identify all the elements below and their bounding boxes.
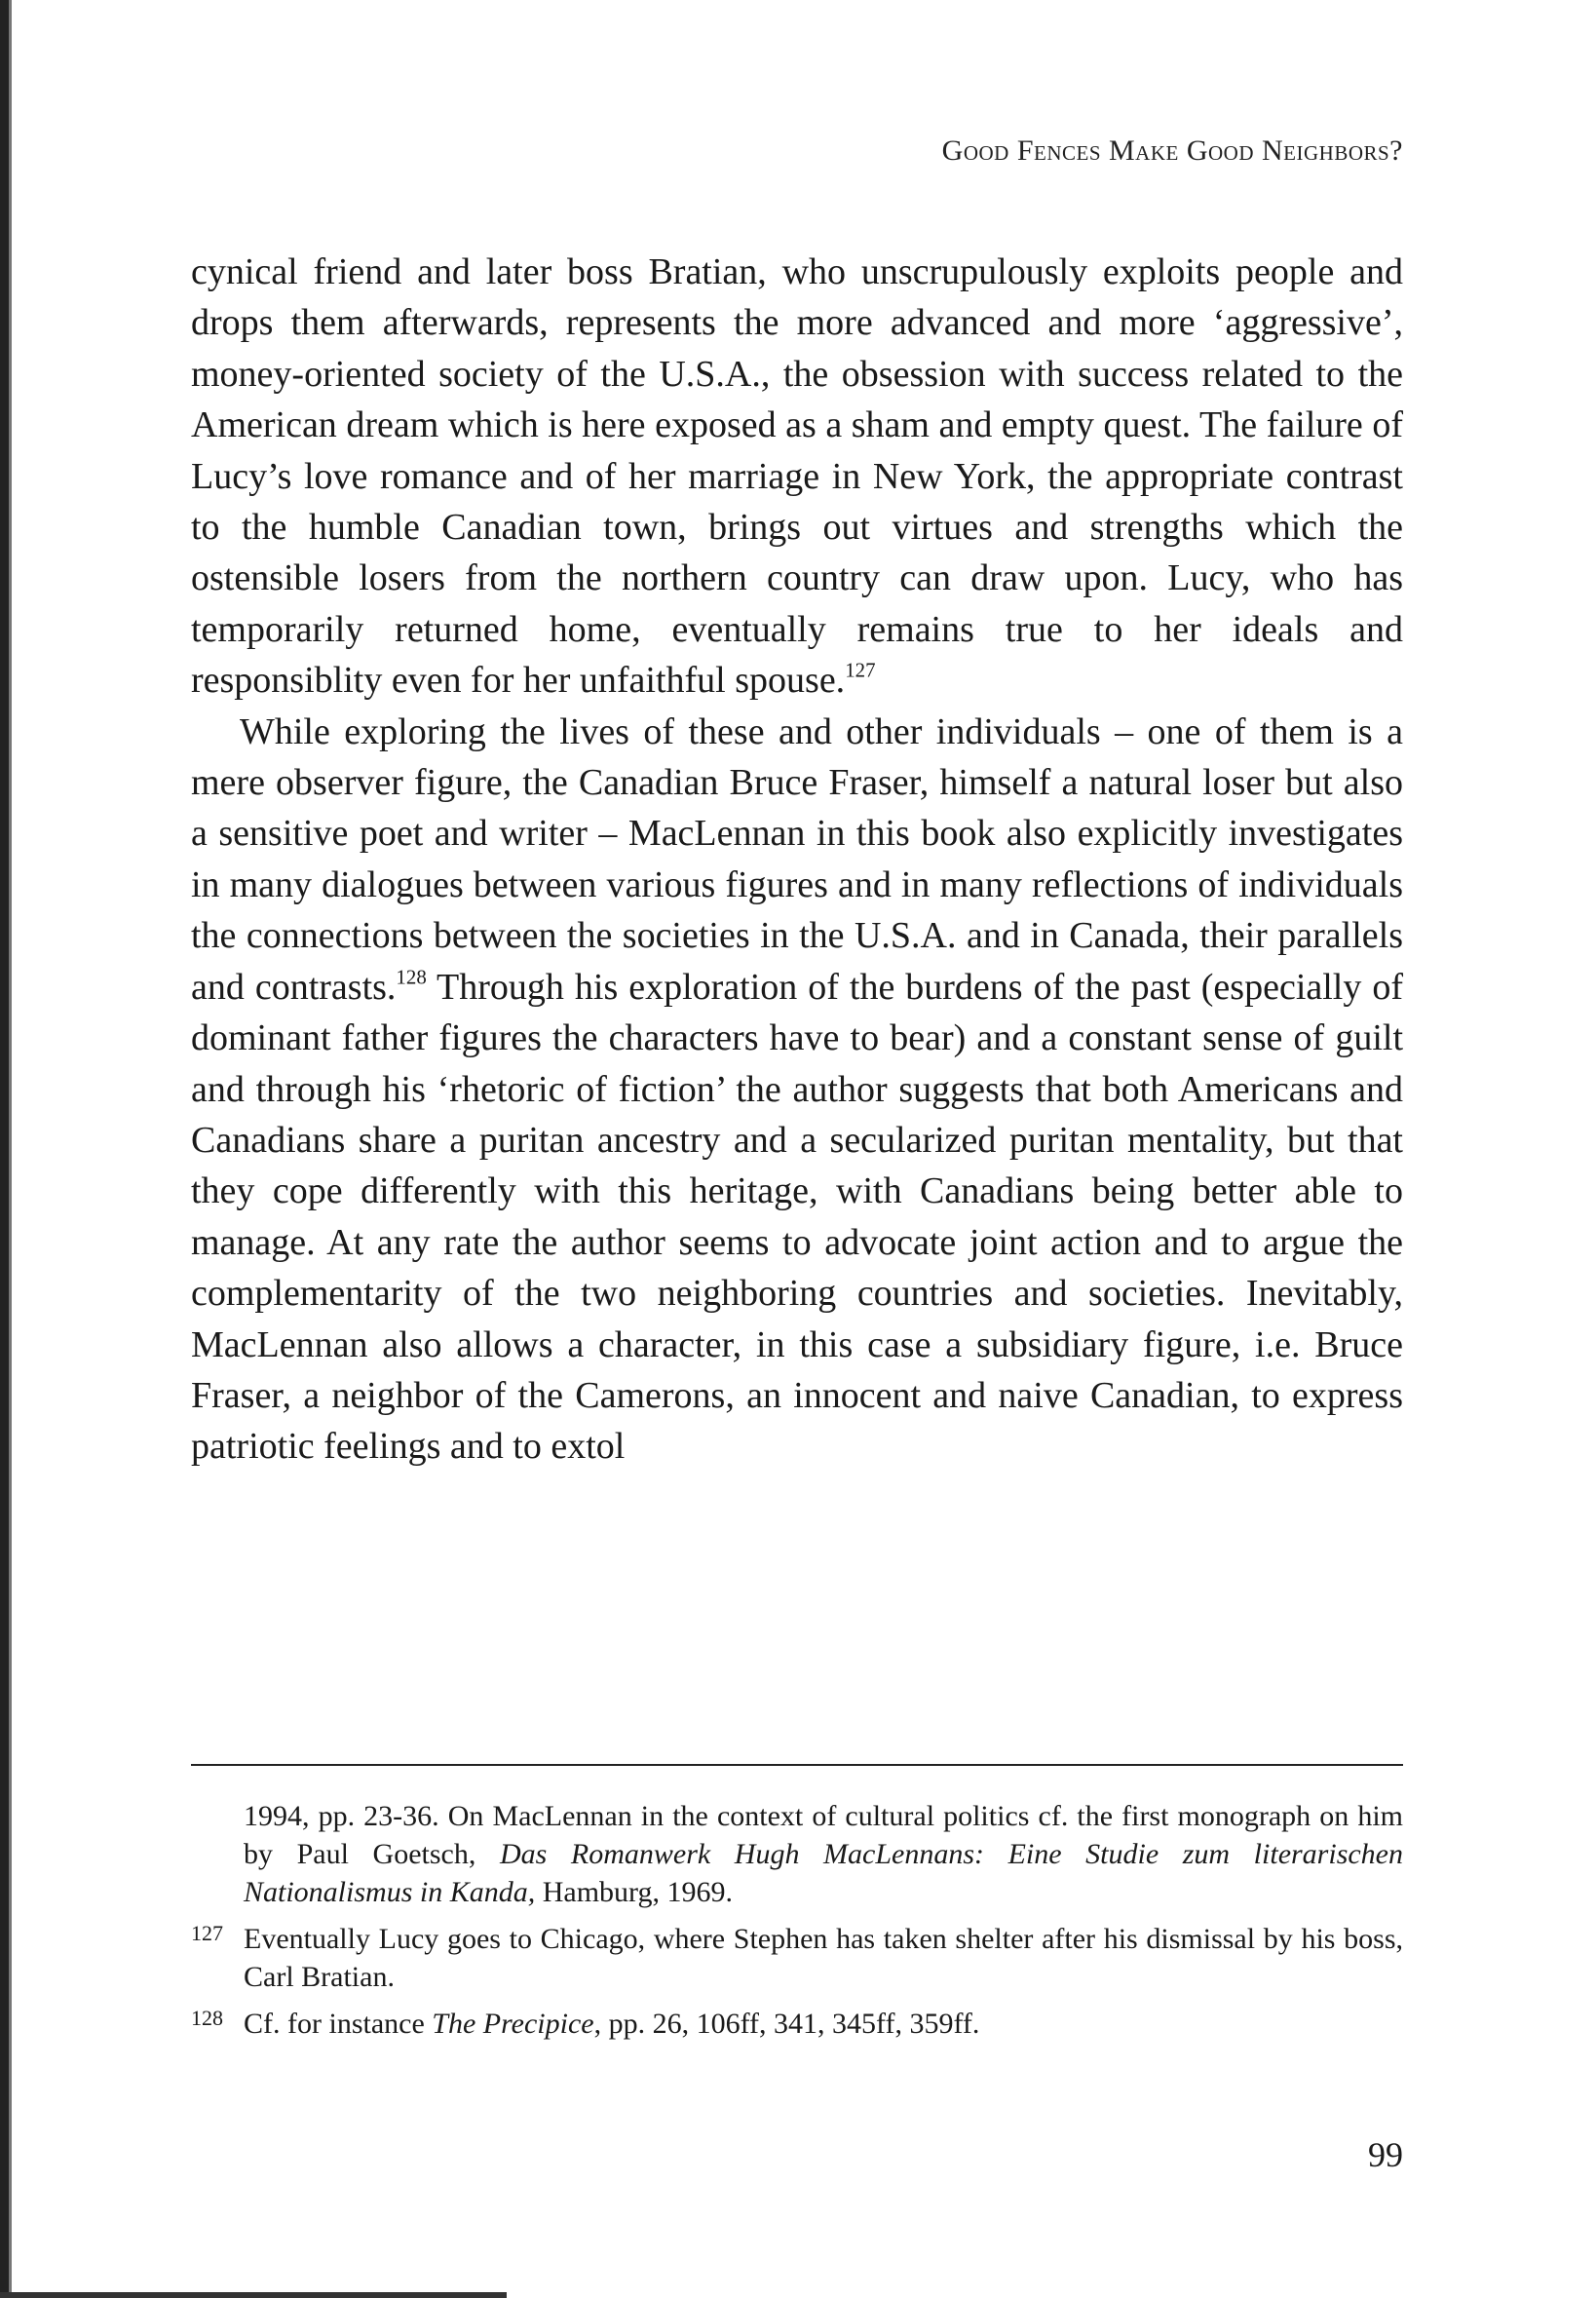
footnote-ref-128: 128	[396, 965, 427, 989]
footnote-text-end: , pp. 26, 106ff, 341, 345ff, 359ff.	[593, 2008, 980, 2040]
scan-shadow-left-inner	[9, 0, 12, 2298]
footnote-text: Cf. for instance	[244, 2008, 433, 2040]
footnote-text: Eventually Lucy goes to Chicago, where Stephen has taken shelter after his dismissal by his boss, Carl Bratian.	[244, 1923, 1403, 1993]
footnote-128	[191, 2005, 1403, 2043]
footnote-number: 128	[191, 2006, 223, 2030]
scan-shadow-left	[0, 0, 9, 2298]
footnote-title: Das Romanwerk Hugh MacLennans: Eine Studie zum literarischen Nationalismus in Kanda,	[244, 1838, 1403, 1908]
body-text	[191, 247, 1403, 1473]
footnote-continued	[191, 1797, 1403, 1911]
footnote-divider	[191, 1764, 1403, 1766]
footnote-ref-127: 127	[845, 658, 876, 682]
running-head: Good Fences Make Good Neighbors?	[941, 134, 1403, 167]
footnote-text-end: Hamburg, 1969.	[535, 1876, 733, 1908]
page-number: 99	[1368, 2135, 1403, 2174]
scan-shadow-bottom	[0, 2292, 507, 2298]
footnote-number: 127	[191, 1921, 223, 1945]
paragraph-2-text-a: While exploring the lives of these and other individuals – one of them is a mere observer figure, the Canadian Bruce Fraser, himself a natural loser but also a sensitive poet and writer – MacLennan in this book also explicitly investigates in many dialogues between various figures and in many reflections of individuals the connections between the societies in the U.S.A. and in Canada, their parallels and contrasts.	[191, 710, 1403, 1008]
footnote-text: 1994, pp. 23-36. On MacLennan in the context of cultural politics cf. the first monograph on him by Paul Goetsch,	[244, 1800, 1403, 1870]
paragraph-2	[191, 707, 1403, 1473]
paragraph-1	[191, 247, 1403, 707]
footnotes	[191, 1797, 1403, 2051]
footnote-title: The Precipice	[432, 2008, 594, 2040]
paragraph-1-text: cynical friend and later boss Bratian, who unscrupulously exploits people and drops them afterwards, represents the more advanced and more ‘aggressive’, money-oriented society of the U.S.A., the obsession with success related to the American dream which is here exposed as a sham and empty quest. The failure of Lucy’s love romance and of her marriage in New York, the appropriate contrast to the humble Canadian town, brings out virtues and strengths which the ostensible losers from the northern country can draw upon. Lucy, who has temporarily returned home, eventually remains true to her ideals and responsiblity even for her unfaithful spouse.	[191, 251, 1403, 702]
paragraph-2-text-b: Through his exploration of the burdens of the past (especially of dominant father figures the characters have to bear) and a constant sense of guilt and through his ‘rhetoric of fiction’ the author suggests that both Americans and Canadians share a puritan ancestry and a secularized puritan mentality, but that they cope differently with this heritage, with Canadians being better able to manage. At any rate the author seems to advocate joint action and to argue the complementarity of the two neighboring countries and societies. Inevitably, MacLennan also allows a character, in this case a subsidiary figure, i.e. Bruce Fraser, a neighbor of the Camerons, an innocent and naive Canadian, to express patriotic feelings and to extol	[191, 966, 1403, 1468]
footnote-127	[191, 1920, 1403, 1996]
